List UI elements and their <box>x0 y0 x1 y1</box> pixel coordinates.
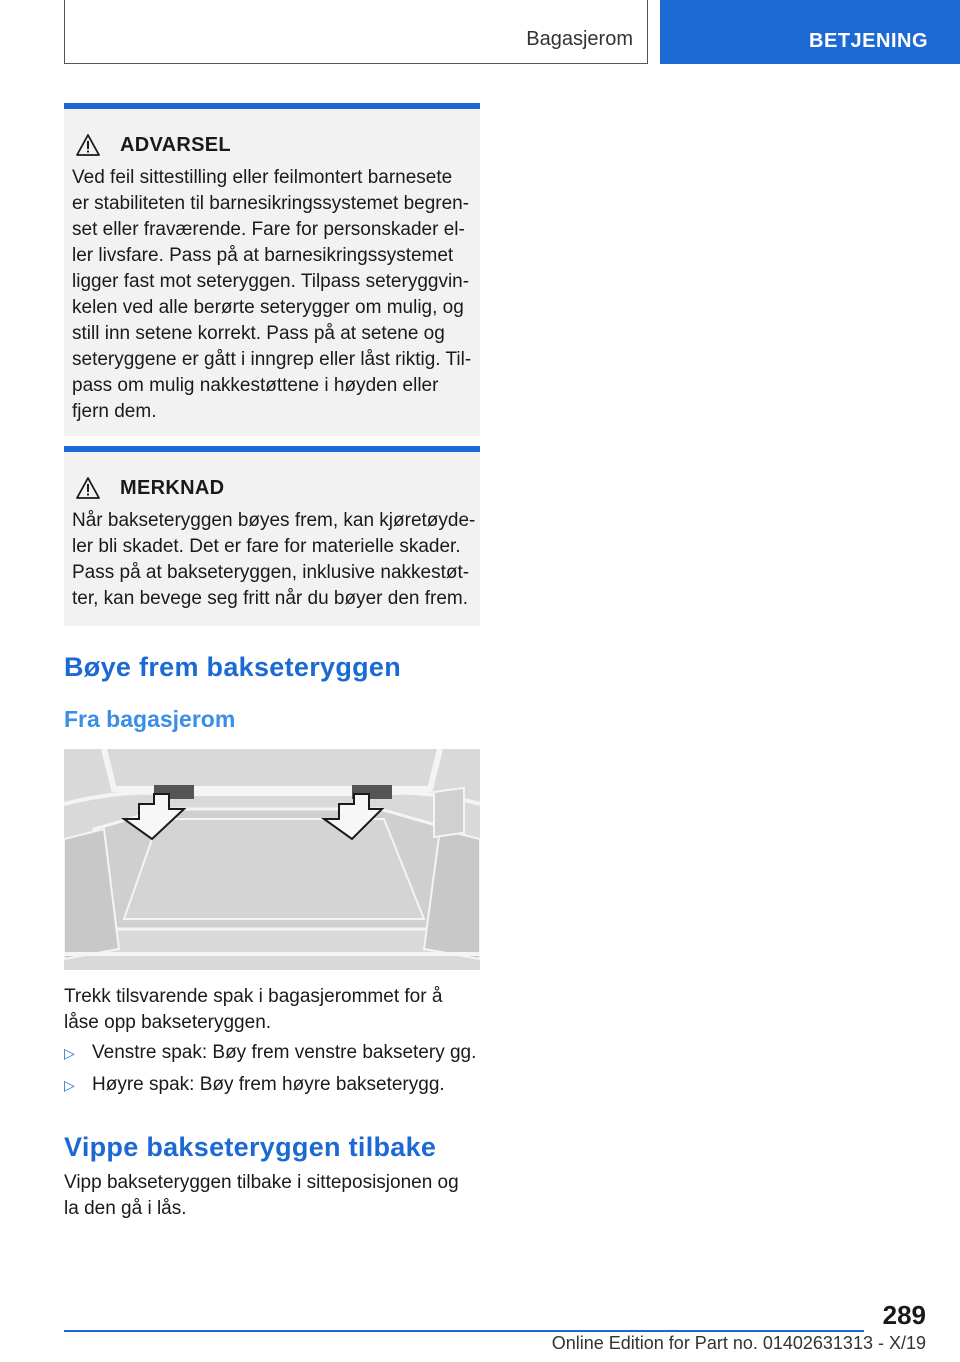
warning-title: ADVARSEL <box>120 133 231 156</box>
note-line: ter, kan bevege seg fritt når du bøyer den frem. <box>72 588 469 609</box>
section-heading: Bøye frem bakseteryggen <box>64 652 402 682</box>
header-section-title: Bagasjerom <box>526 28 633 50</box>
note-line: Når bakseteryggen bøyes frem, kan kjøretøyde- <box>72 510 476 531</box>
footer-edition: Online Edition for Part no. 01402631313 - X/19 <box>551 1333 926 1353</box>
header-chapter-title: BETJENING <box>809 30 928 52</box>
note-text <box>72 508 476 612</box>
list-item <box>64 1074 445 1096</box>
header-chapter-box <box>660 0 960 64</box>
note-box <box>64 446 480 626</box>
section-heading: Vippe bakseteryggen tilbake <box>64 1132 437 1162</box>
header-section-box <box>64 0 648 64</box>
warning-box <box>64 103 480 436</box>
trunk-illustration <box>64 749 480 970</box>
trunk-drawing <box>64 749 480 970</box>
warning-triangle-icon <box>76 134 100 156</box>
warning-triangle-icon <box>76 477 100 499</box>
warning-line: still inn setene korrekt. Pass på at setene og <box>72 323 445 344</box>
list-item <box>64 1042 476 1064</box>
list-item-text: Høyre spak: Bøy frem høyre bakseterygg. <box>92 1074 445 1095</box>
intro-line: låse opp bakseteryggen. <box>64 1012 272 1033</box>
warning-line: set eller fraværende. Fare for personskader el- <box>72 219 465 240</box>
footer-divider <box>64 1330 864 1332</box>
section-subheading: Fra bagasjerom <box>64 706 236 732</box>
warning-line: kelen ved alle berørte seterygger om mulig, og <box>72 297 464 318</box>
warning-line: ler livsfare. Pass på at barnesikringssystemet <box>72 245 454 266</box>
warning-line: seteryggene er gått i inngrep eller låst riktig. Til- <box>72 349 472 370</box>
bullet-triangle-icon: ▷ <box>64 1077 75 1093</box>
warning-line: fjern dem. <box>72 401 157 422</box>
warning-line: Ved feil sittestilling eller feilmontert barnesete <box>72 167 453 188</box>
section-body <box>64 1170 459 1222</box>
body-line: Vipp bakseteryggen tilbake i sitteposisjonen og <box>64 1172 459 1193</box>
list-item-text: Venstre spak: Bøy frem venstre baksetery gg. <box>92 1042 477 1063</box>
note-line: Pass på at bakseteryggen, inklusive nakkestøt- <box>72 562 470 583</box>
warning-line: ligger fast mot seteryggen. Tilpass seteryggvin- <box>72 271 470 292</box>
page-number: 289 <box>882 1300 926 1330</box>
note-title: MERKNAD <box>120 476 225 499</box>
section-intro <box>64 984 442 1036</box>
warning-line: pass om mulig nakkestøttene i høyden eller <box>72 375 439 396</box>
warning-text <box>72 165 472 425</box>
warning-line: er stabiliteten til barnesikringssystemet begren- <box>72 193 470 214</box>
intro-line: Trekk tilsvarende spak i bagasjerommet for å <box>64 986 443 1007</box>
bullet-triangle-icon: ▷ <box>64 1045 75 1061</box>
note-line: ler bli skadet. Det er fare for materielle skader. <box>72 536 461 557</box>
body-line: la den gå i lås. <box>64 1198 187 1219</box>
